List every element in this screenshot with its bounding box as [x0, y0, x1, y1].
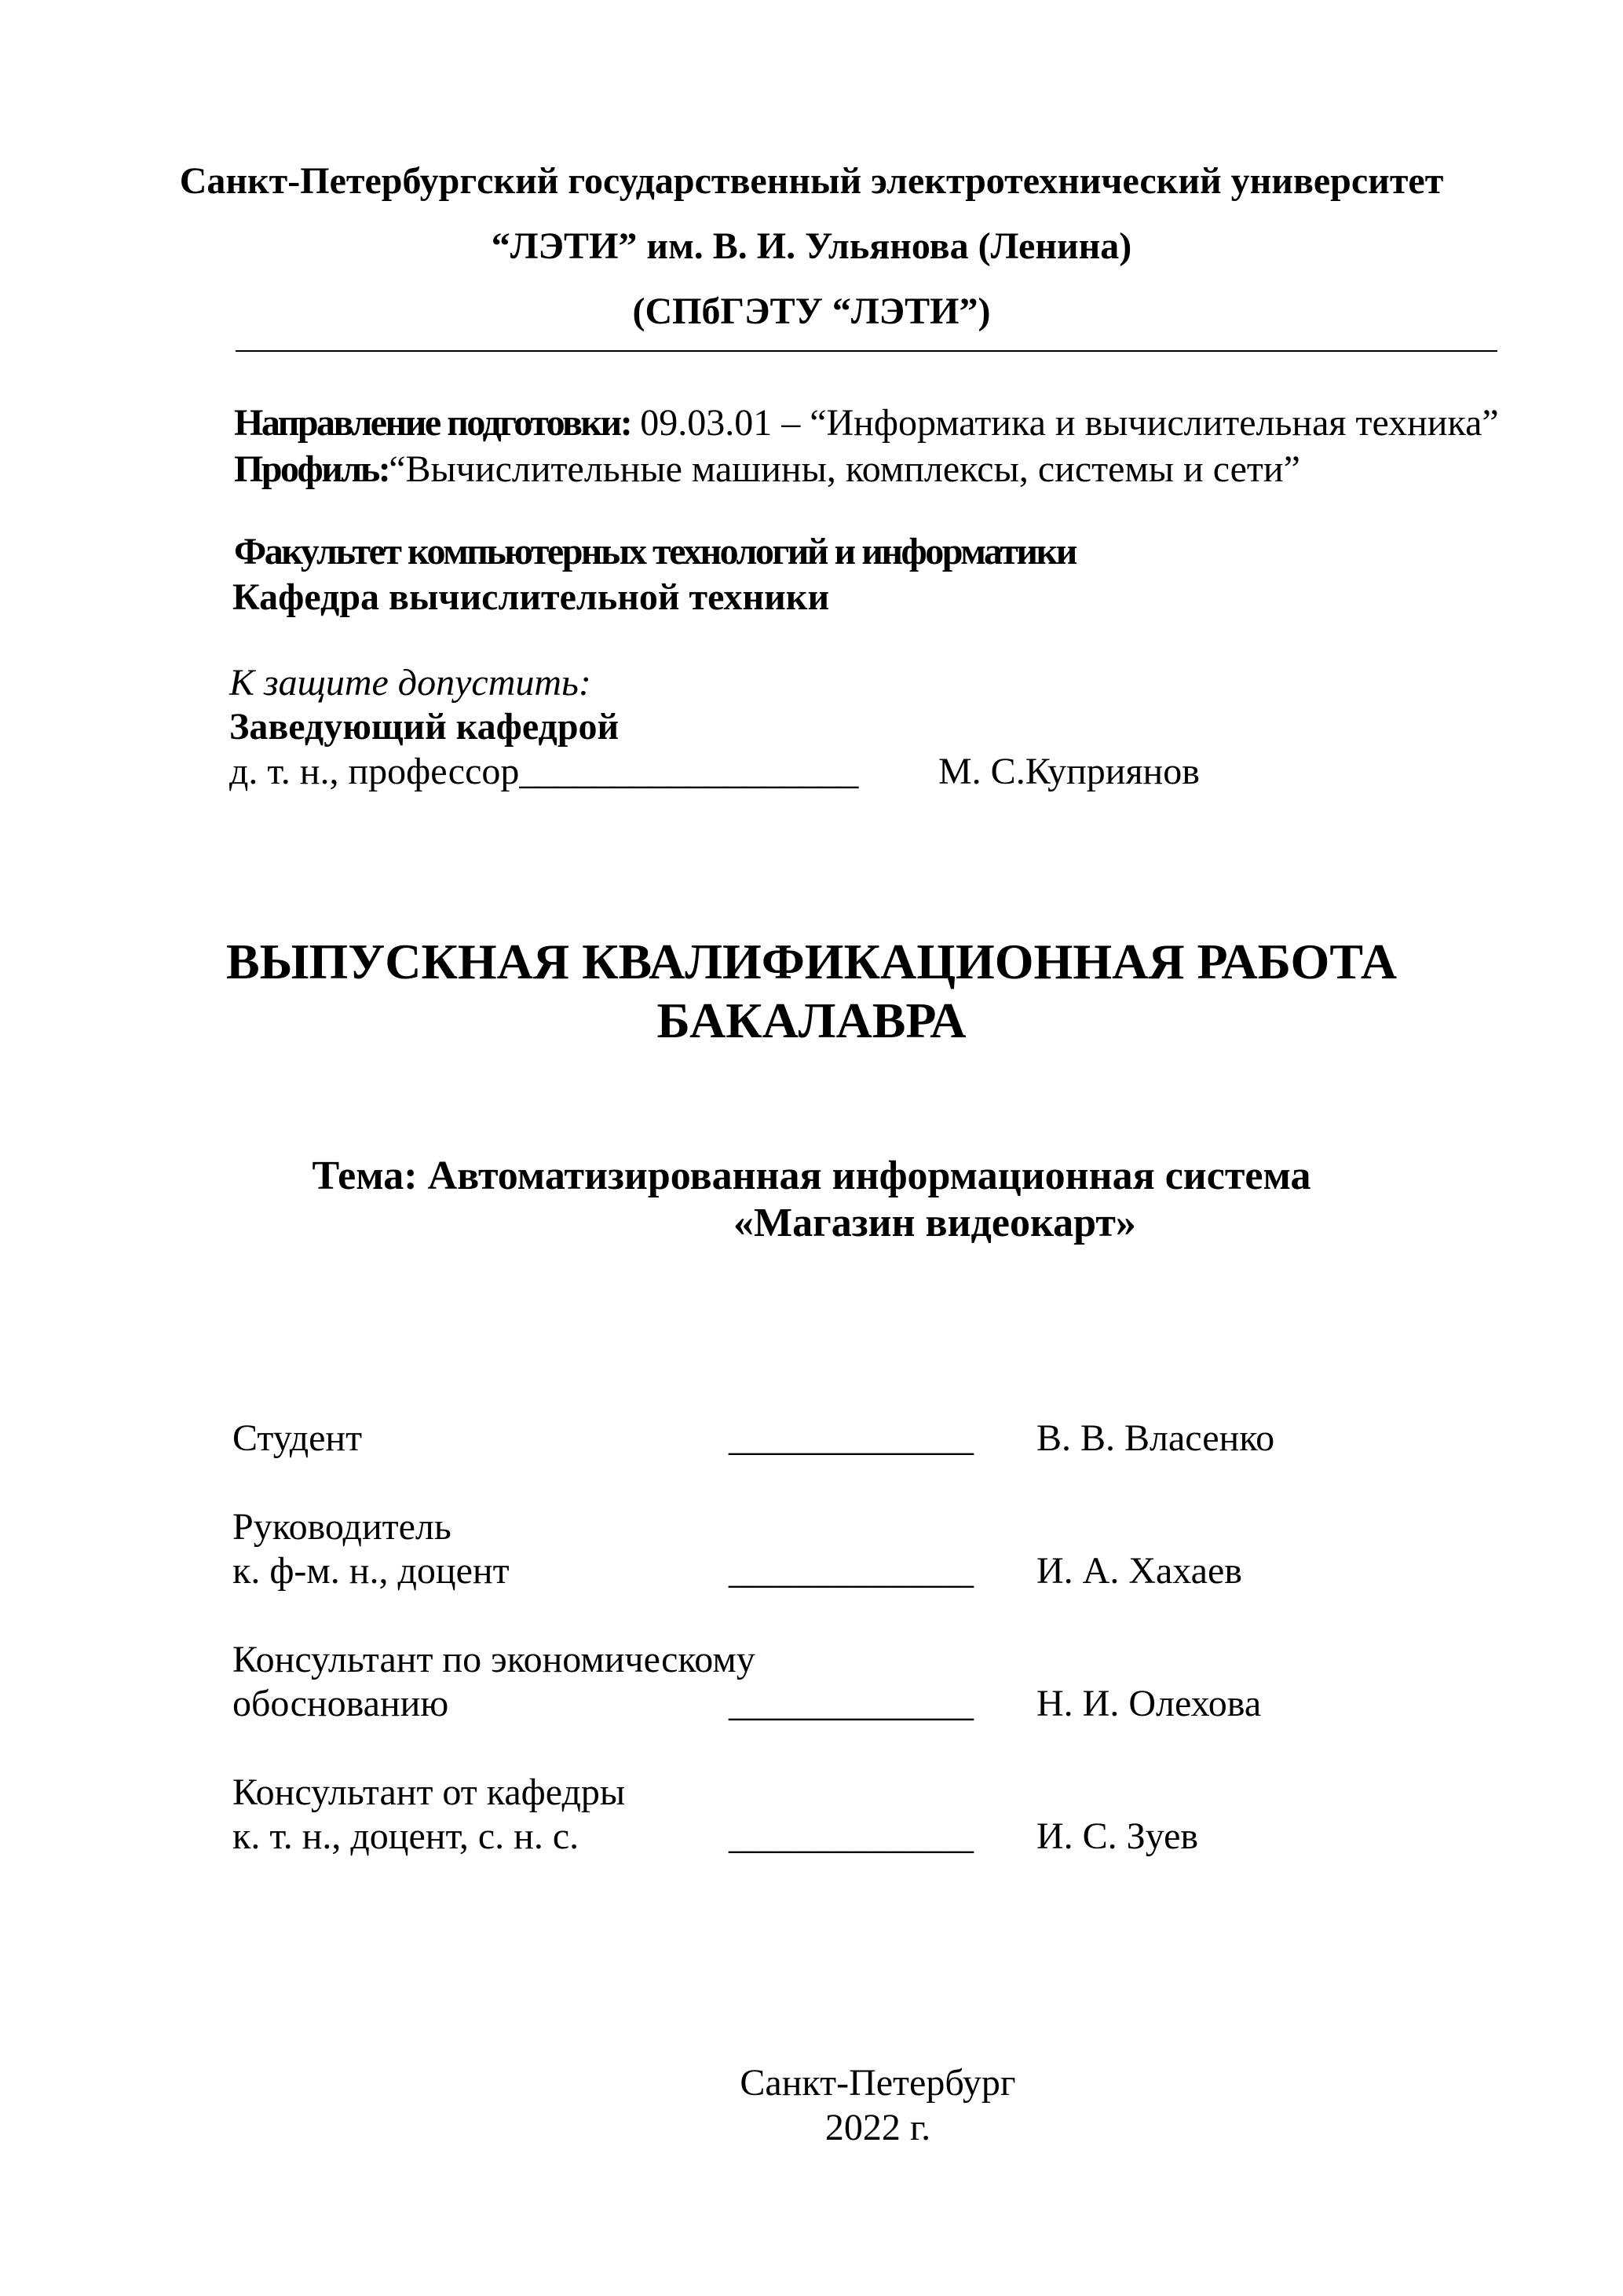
head-line — [229, 750, 858, 794]
signature-name: Н. И. Олехова — [1036, 1683, 1262, 1724]
head-signature-line: __________________ — [519, 751, 859, 792]
direction-label: Направление подготовки: — [234, 402, 631, 444]
signature-degree: к. т. н., доцент, с. н. с. — [232, 1815, 579, 1857]
signature-line: _____________ — [729, 1417, 974, 1459]
topic-line2: «Магазин видеокарт» — [733, 1201, 1136, 1245]
signature-name: И. С. Зуев — [1036, 1815, 1199, 1857]
signature-line: _____________ — [729, 1683, 974, 1724]
university-abbreviation: (СПбГЭТУ “ЛЭТИ”) — [632, 291, 991, 332]
work-title-line2: БАКАЛАВРА — [656, 993, 967, 1048]
signature-role: Студент — [232, 1417, 363, 1459]
head-name: М. С.Куприянов — [938, 751, 1200, 792]
department: Кафедра вычислительной техники — [232, 576, 830, 618]
signature-degree: к. ф-м. н., доцент — [232, 1550, 510, 1592]
profile-line — [234, 448, 1300, 492]
signature-role: Консультант от кафедры — [232, 1771, 626, 1813]
topic-line1: Тема: Автоматизированная информационная система — [312, 1153, 1311, 1198]
signature-degree: обоснованию — [232, 1683, 449, 1724]
footer-year: 2022 г. — [824, 2107, 931, 2148]
direction-line — [234, 401, 1499, 445]
university-full-name: “ЛЭТИ” им. В. И. Ульянова (Ленина) — [491, 225, 1132, 267]
signature-name: В. В. Власенко — [1036, 1417, 1275, 1459]
signature-line: _____________ — [729, 1550, 974, 1592]
signature-role: Руководитель — [232, 1506, 451, 1548]
work-title-line1: ВЫПУСКНАЯ КВАЛИФИКАЦИОННАЯ РАБОТА — [225, 934, 1398, 989]
head-title: Заведующий кафедрой — [229, 706, 620, 748]
signature-line: _____________ — [729, 1815, 974, 1857]
university-name: Санкт-Петербургский государственный электротехнический университет — [179, 160, 1444, 202]
header-divider — [236, 350, 1497, 352]
signature-role: Консультант по экономическому — [232, 1639, 755, 1680]
head-degree: д. т. н., профессор — [229, 751, 520, 792]
direction-value: 09.03.01 – “Информатика и вычислительная техника” — [631, 402, 1499, 444]
footer-city: Санкт-Петербург — [740, 2062, 1016, 2104]
signature-name: И. А. Хахаев — [1036, 1550, 1242, 1592]
profile-label: Профиль: — [234, 448, 389, 490]
faculty: Факультет компьютерных технологий и информатики — [234, 531, 1076, 572]
admit-label: К защите допустить: — [229, 662, 591, 704]
profile-value: “Вычислительные машины, комплексы, системы и сети” — [389, 448, 1300, 490]
